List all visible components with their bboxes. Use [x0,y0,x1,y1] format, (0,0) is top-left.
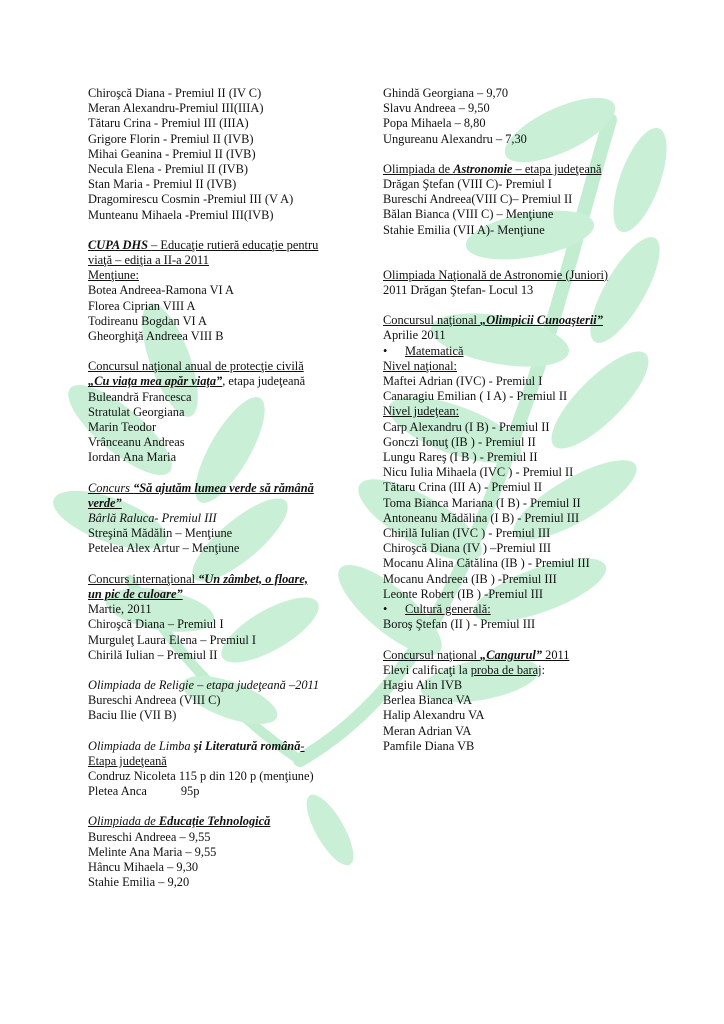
title-rest: , etapa judeţeană [222,374,306,389]
list-item: Buleandră Francesca [88,389,192,404]
list-item: Popa Mihaela – 8,80 [383,116,486,131]
list-item: Ghindă Georgiana – 9,70 [383,86,509,100]
list-item: Chirilă Iulian (IVC ) - Premiul III [383,526,551,541]
bullet-label: Matematică [405,343,464,358]
right-column [383,86,653,754]
list-item: 2011 Drăgan Ştefan- Locul 13 [383,283,534,298]
list-item: Bureschi Andreea (VIII C) [88,693,221,708]
list-item: Munteanu Mihaela -Premiul III(IVB) [88,207,274,222]
list-item: Dragomirescu Cosmin -Premiul III (V A) [88,192,294,207]
title-emphasis: „Cu viaţa mea apăr viaţa” [88,374,223,389]
section-title [88,814,364,829]
list-item: Bureschi Andreea(VIII C)– Premiul II [383,192,573,207]
title-lead: Olimpiada de Limba [88,738,194,753]
section-title-line2: viaţă – ediţia a II-a 2011 [88,253,209,268]
list-item: Drăgan Ştefan (VIII C)- Premiul I [383,177,552,192]
list-item: Chiroşcă Diana (IV ) –Premiul III [383,541,552,556]
un-zambet-section [88,572,364,663]
title-rest: – Educaţie rutieră educaţie pentru [151,237,319,252]
section-subtitle [383,663,653,678]
subtitle-lead: Elevi calificaţi la [383,662,471,677]
section-title-line2: verde” [88,495,122,510]
list-item: Maftei Adrian (IVC) - Premiul I [383,374,543,389]
title-rest: 2011 [542,647,570,662]
section-title-line2: un pic de culoare” [88,586,183,601]
protectie-civila-section [88,359,364,465]
section-title: Olimpiada de Religie – etapa judeţeană –2011 [88,677,320,692]
list-item: Nicu Iulia Mihaela (IVC ) - Premiul II [383,465,574,480]
list-item: Chiroşcă Diana - Premiul II (IV C) [88,86,262,100]
list-item: Petelea Alex Artur – Menţiune [88,541,240,556]
list-item: Stahie Emilia (VII A)- Menţiune [383,222,545,237]
list-item: Stratulat Georgiana [88,404,185,419]
section-title-line2 [88,374,364,389]
section-title [383,648,653,663]
title-emphasis: CUPA DHS [88,237,152,252]
list-item: Bălan Bianca (VIII C) – Menţiune [383,207,554,222]
list-item: Bârlă Raluca- Premiul III [88,511,217,526]
astronomie-nationala-section [383,268,653,298]
title-emphasis: Astronomie [453,161,513,176]
list-item: Lungu Rareş (I B ) - Premiul II [383,450,538,465]
section-date: Martie, 2011 [88,602,152,617]
list-item [88,784,364,799]
list-item: Stahie Emilia – 9,20 [88,875,190,890]
title-lead: Concurs [88,480,134,495]
cangurul-section [383,648,653,754]
list-item: Mocanu Alina Cătălina (IB ) - Premiul III [383,556,590,571]
limba-romana-section [88,739,364,800]
tehnologica-continued [383,86,653,147]
list-item: Carp Alexandru (I B) - Premiul II [383,419,550,434]
list-item: Botea Andreea-Ramona VI A [88,283,235,298]
student-name: Pletea Anca [88,784,147,799]
list-item: Chiroşcă Diana – Premiul I [88,617,224,632]
section-title-line2: Etapa judeţeană [88,753,167,768]
list-item: Berlea Bianca VA [383,693,473,708]
section-title [88,481,364,496]
cupa-dhs-section [88,238,364,344]
section-title [88,238,364,253]
astronomie-section [383,162,653,238]
list-item: Ungureanu Alexandru – 7,30 [383,131,527,146]
list-item: Vrânceanu Andreas [88,435,185,450]
list-item: Murguleţ Laura Elena – Premiul I [88,632,257,647]
list-item: Baciu Ilie (VII B) [88,708,177,723]
list-item: Pamfile Diana VB [383,738,475,753]
student-score: 95p [180,784,200,799]
title-lead: Concursul naţional [383,647,481,662]
list-item: Chirilă Iulian – Premiul II [88,647,218,662]
olimpicii-cunoasterii-section [383,313,653,632]
section-title [88,572,364,587]
list-item: Antoneanu Mădălina (I B) - Premiul III [383,510,580,525]
lumea-verde-section [88,481,364,557]
religie-section [88,678,364,724]
bullet-label: Cultură generală: [405,602,491,617]
title-lead: Olimpiada de [383,161,454,176]
bullet-matematica [383,344,653,359]
list-item: Iordan Ana Maria [88,450,177,465]
list-item: Tătaru Crina - Premiul III (IIIA) [88,116,249,131]
list-item: Gonczi Ionuţ (IB ) - Premiul II [383,434,536,449]
title-lead: Olimpiada de [88,814,159,829]
list-item: Marin Teodor [88,420,157,435]
title-emphasis: „Cangurul” [480,647,543,662]
list-item: Toma Bianca Mariana (I B) - Premiul II [383,495,581,510]
title-emphasis: Educaţie Tehnologică [158,814,271,829]
list-item: Slavu Andreea – 9,50 [383,101,490,116]
nivel-national-label: Nivel naţional: [383,358,457,373]
title-emphasis: şi Literatură română [193,738,301,753]
list-item: Boroş Ştefan (II ) - Premiul III [383,617,536,632]
list-item: Gheorghiţă Andreea VIII B [88,329,224,344]
list-item: Condruz Nicoleta 115 p din 120 p (menţiune) [88,768,314,783]
title-emphasis: “Un zâmbet, o floare, [198,571,308,586]
list-item: Melinte Ana Maria – 9,55 [88,844,217,859]
list-item: Grigore Florin - Premiul II (IVB) [88,131,254,146]
title-rest: – etapa judeţeană [512,161,602,176]
list-item: Hagiu Alin IVB [383,677,463,692]
list-item: Mocanu Andreea (IB ) -Premiul III [383,571,557,586]
nivel-judetean-label: Nivel judeţean: [383,404,460,419]
title-emphasis: „Olimpicii Cunoaşterii” [480,313,603,328]
bullet-cultura-generala [383,602,653,617]
subtitle-colon: : [541,662,546,677]
list-item: Canaragiu Emilian ( I A) - Premiul II [383,389,568,404]
section-title: Concursul naţional anual de protecţie civilă [88,359,304,374]
section-date: Aprilie 2011 [383,328,446,343]
list-item: Bureschi Andreea – 9,55 [88,829,211,844]
list-item: Leonte Robert (IB ) -Premiul III [383,586,543,601]
title-lead: Concurs internaţional [88,571,199,586]
title-dash: - [300,738,305,753]
list-item: Hâncu Mihaela – 9,30 [88,859,199,874]
section-title [88,739,364,754]
mentiune-label: Menţiune: [88,268,139,283]
list-item: Streşină Mădălin – Menţiune [88,526,233,541]
section-title [383,313,653,328]
list-item: Tătaru Crina (III A) - Premiul II [383,480,542,495]
premii-list [88,86,364,223]
educatie-tehnologica-section [88,814,364,890]
section-title: Olimpiada Naţională de Astronomie (Juniori) [383,267,609,282]
list-item: Meran Adrian VA [383,723,472,738]
list-item: Florea Ciprian VIII A [88,298,196,313]
list-item: Necula Elena - Premiul II (IVB) [88,162,248,177]
list-item: Todireanu Bogdan VI A [88,313,208,328]
title-lead: Concursul naţional [383,313,481,328]
section-title [383,162,653,177]
list-item: Mihai Geanina - Premiul II (IVB) [88,146,256,161]
subtitle-emphasis: proba de baraj [470,662,542,677]
list-item: Stan Maria - Premiul II (IVB) [88,177,237,192]
list-item: Halip Alexandru VA [383,708,485,723]
list-item: Meran Alexandru-Premiul III(IIIA) [88,101,264,116]
left-column [88,86,364,890]
title-emphasis: “Să ajutăm lumea verde să rămână [133,480,314,495]
